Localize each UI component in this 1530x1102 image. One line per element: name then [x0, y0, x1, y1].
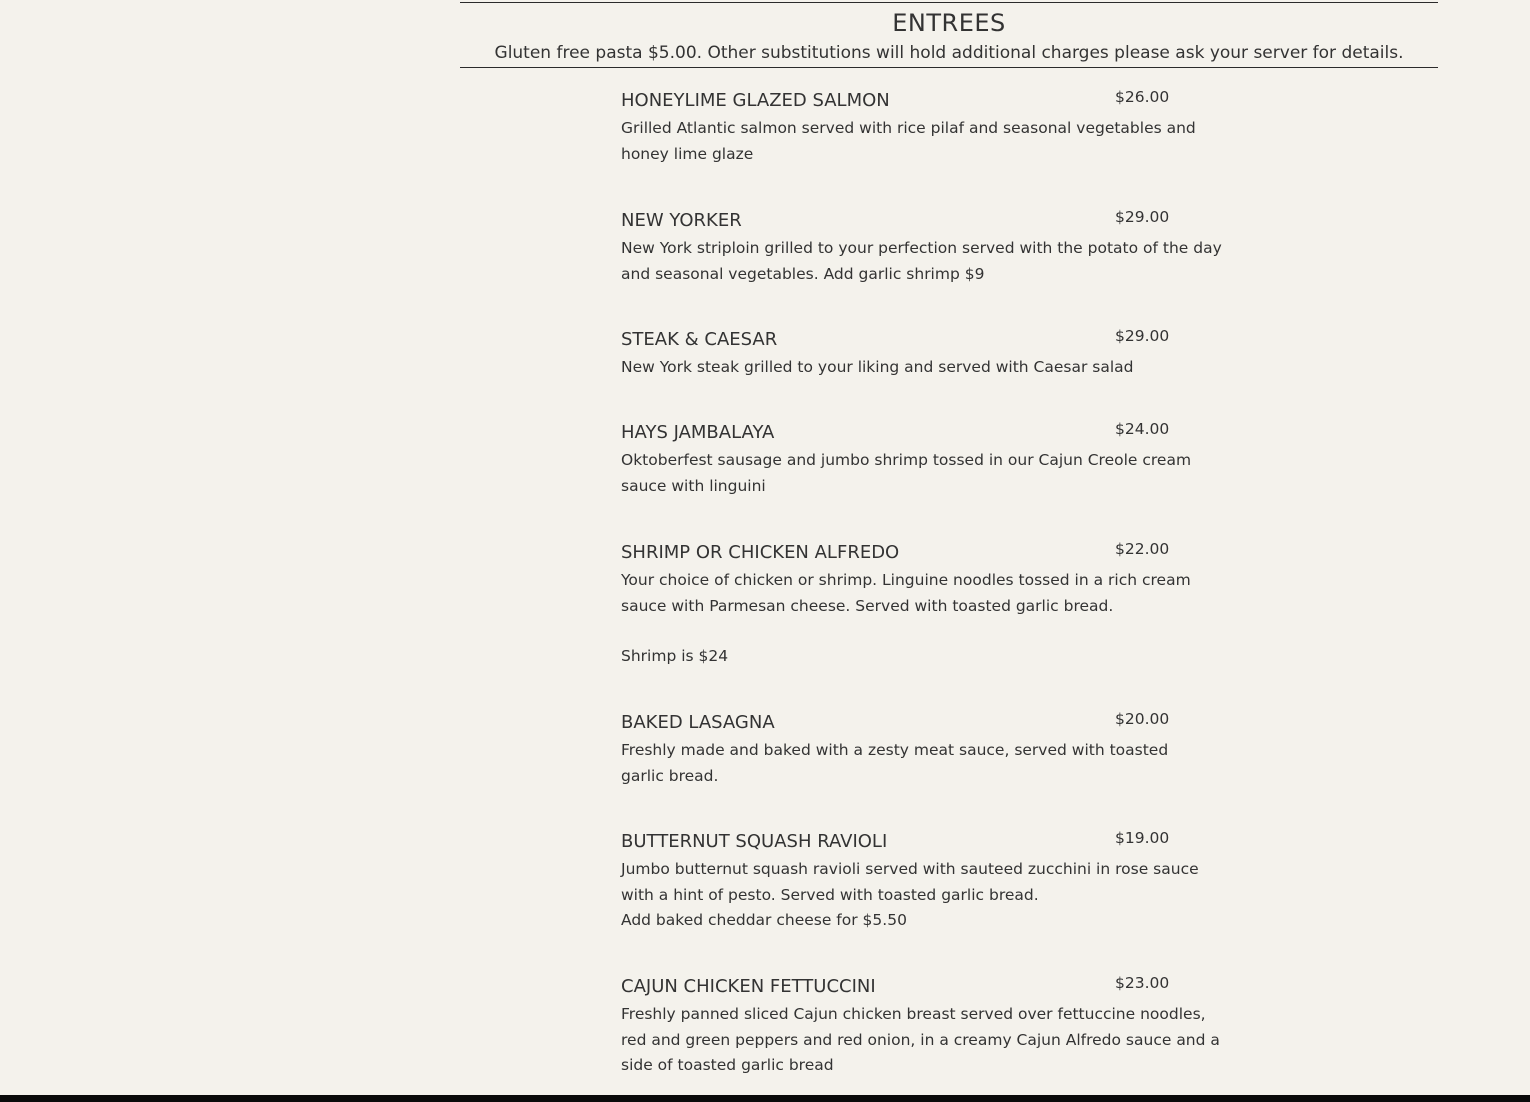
item-price: $23.00: [1115, 974, 1170, 992]
item-price: $19.00: [1115, 829, 1170, 847]
bottom-bar: [0, 1095, 1530, 1102]
item-name: NEW YORKER: [621, 210, 742, 231]
item-description-extra: Shrimp is $24: [621, 647, 729, 665]
item-price: $22.00: [1115, 540, 1170, 558]
item-name: STEAK & CAESAR: [621, 329, 778, 350]
item-name: CAJUN CHICKEN FETTUCCINI: [621, 976, 876, 997]
item-name: SHRIMP OR CHICKEN ALFREDO: [621, 542, 900, 563]
item-description: New York steak grilled to your liking and served with Caesar salad: [621, 358, 1134, 376]
item-description-extra: Add baked cheddar cheese for $5.50: [621, 911, 907, 929]
item-price: $24.00: [1115, 420, 1170, 438]
item-description: Oktoberfest sausage and jumbo shrimp tossed in our Cajun Creole cream sauce with linguini: [621, 451, 1192, 495]
item-description: New York striploin grilled to your perfection served with the potato of the day and seasonal vegetables. Add garlic shrimp $9: [621, 239, 1222, 283]
item-description: Jumbo butternut squash ravioli served with sauteed zucchini in rose sauce with a hint of pesto. Served with toasted garlic bread.: [621, 860, 1199, 904]
item-name: BAKED LASAGNA: [621, 712, 775, 733]
item-name: BUTTERNUT SQUASH RAVIOLI: [621, 831, 888, 852]
item-description: Your choice of chicken or shrimp. Linguine noodles tossed in a rich cream sauce with Parmesan cheese. Served with toasted garlic bread.: [621, 571, 1191, 615]
item-description: Grilled Atlantic salmon served with rice pilaf and seasonal vegetables and honey lime glaze: [621, 119, 1196, 163]
item-description: Freshly made and baked with a zesty meat sauce, served with toasted garlic bread.: [621, 741, 1169, 785]
item-name: HONEYLIME GLAZED SALMON: [621, 90, 890, 111]
item-price: $29.00: [1115, 208, 1170, 226]
entrees-section-header: [460, 2, 1438, 68]
section-title: ENTREES: [892, 9, 1006, 37]
item-name: HAYS JAMBALAYA: [621, 422, 775, 443]
item-description: Freshly panned sliced Cajun chicken breast served over fettuccine noodles, red and green peppers and red onion, in a creamy Cajun Alfredo sauce and a side of toasted garlic bread: [621, 1005, 1220, 1075]
item-price: $20.00: [1115, 710, 1170, 728]
item-price: $29.00: [1115, 327, 1170, 345]
section-note: Gluten free pasta $5.00. Other substitutions will hold additional charges please ask your server for details.: [494, 43, 1404, 63]
item-price: $26.00: [1115, 88, 1170, 106]
